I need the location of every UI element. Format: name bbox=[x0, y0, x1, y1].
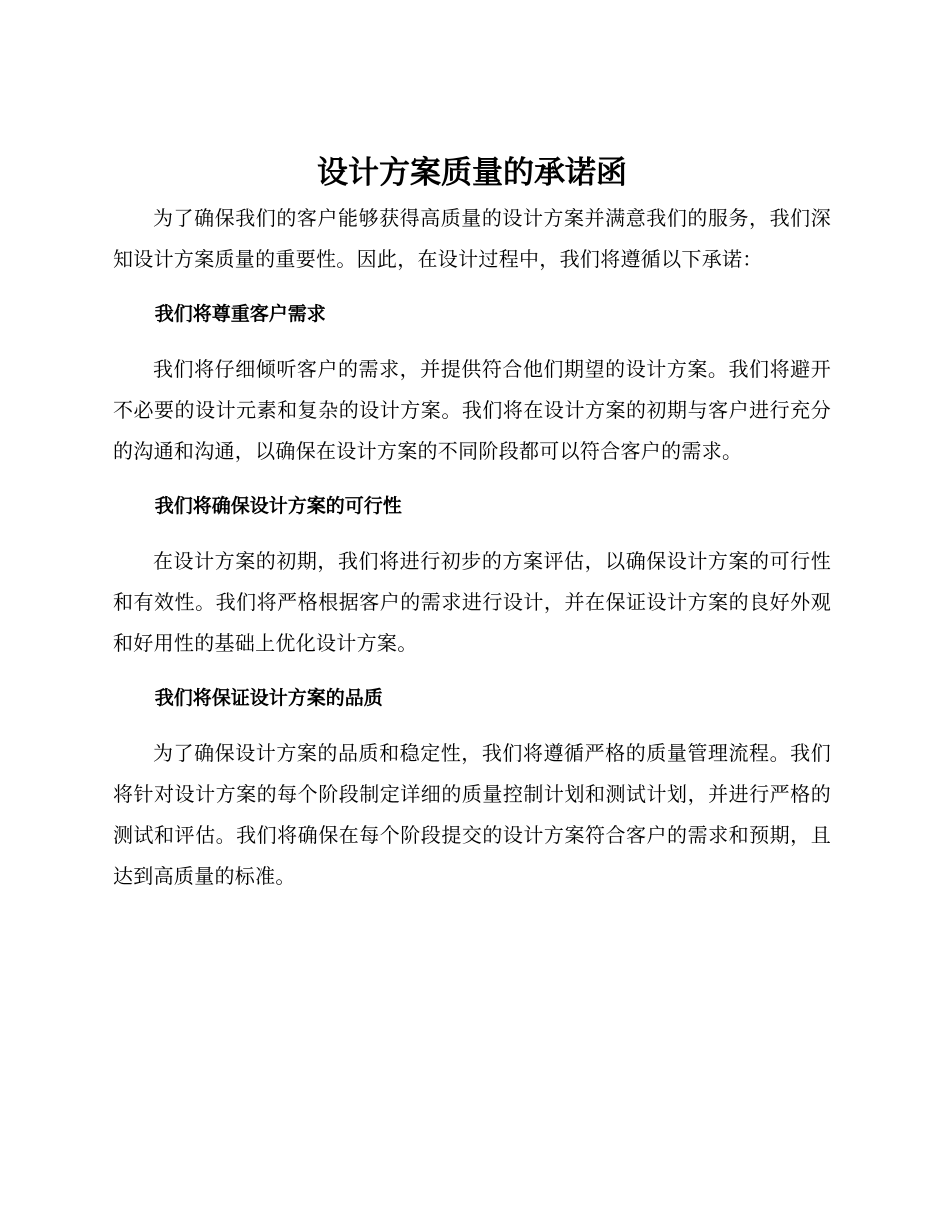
intro-paragraph: 为了确保我们的客户能够获得高质量的设计方案并满意我们的服务，我们深知设计方案质量的重要性。因此，在设计过程中，我们将遵循以下承诺： bbox=[113, 206, 831, 271]
section-heading-feasibility: 我们将确保设计方案的可行性 bbox=[154, 495, 402, 517]
section-heading-respect-needs: 我们将尊重客户需求 bbox=[154, 303, 326, 325]
section-body-quality: 为了确保设计方案的品质和稳定性，我们将遵循严格的质量管理流程。我们将针对设计方案的每个阶段制定详细的质量控制计划和测试计划，并进行严格的测试和评估。我们将确保在每个阶段提交的设计方案符合客户的需求和预期，且达到高质量的标准。 bbox=[113, 741, 831, 888]
section-body-respect-needs: 我们将仔细倾听客户的需求，并提供符合他们期望的设计方案。我们将避开不必要的设计元素和复杂的设计方案。我们将在设计方案的初期与客户进行充分的沟通和沟通，以确保在设计方案的不同阶段都可以符合客户的需求。 bbox=[113, 357, 831, 463]
document-title: 设计方案质量的承诺函 bbox=[317, 155, 627, 191]
section-heading-quality: 我们将保证设计方案的品质 bbox=[154, 687, 383, 709]
document-content bbox=[113, 150, 831, 897]
section-body-feasibility: 在设计方案的初期，我们将进行初步的方案评估，以确保设计方案的可行性和有效性。我们将严格根据客户的需求进行设计，并在保证设计方案的良好外观和好用性的基础上优化设计方案。 bbox=[113, 549, 831, 655]
